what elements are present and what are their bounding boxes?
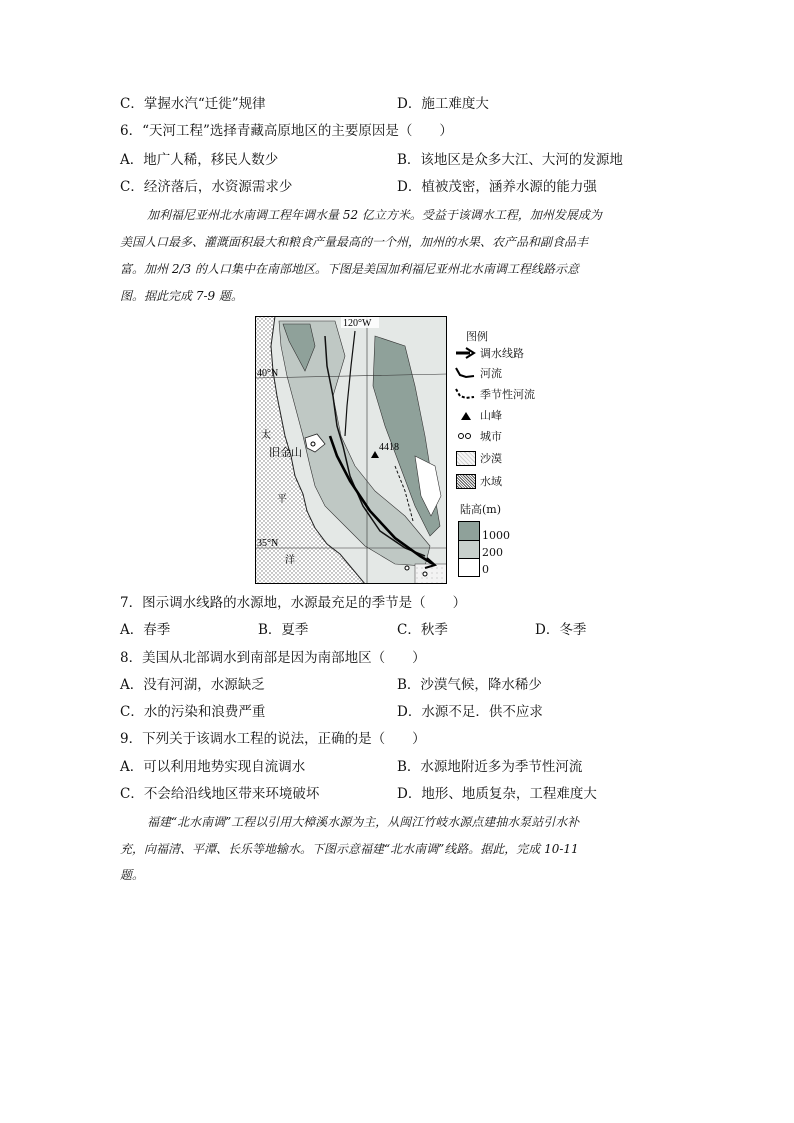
peak-elevation-label: 4418 — [379, 442, 399, 453]
elevation-scale — [458, 521, 480, 577]
passage1-line-1: 加利福尼亚州北水南调工程年调水量 52 亿立方米。受益于该调水工程，加州发展成为 — [147, 208, 602, 222]
desert-swatch — [456, 451, 476, 466]
city-icon — [456, 431, 474, 441]
legend-seasonal-river: 季节性河流 — [480, 388, 535, 401]
q8-option-d: D．水源不足．供不应求 — [397, 704, 543, 720]
city-icon — [423, 572, 427, 576]
city-icon — [311, 442, 315, 446]
legend-city: 城市 — [480, 430, 502, 443]
latitude-35-label: 35°N — [257, 538, 279, 549]
q6-option-b: B．该地区是众多大江、大河的发源地 — [397, 152, 623, 168]
ocean-label-1: 太 — [261, 430, 271, 441]
q7-option-b: B．夏季 — [258, 622, 309, 638]
latitude-40-label: 40°N — [257, 368, 279, 379]
q9-option-d: D．地形、地质复杂，工程难度大 — [397, 786, 597, 802]
q9-option-c: C．不会给沿线地区带来环境破坏 — [120, 786, 320, 802]
passage2-line-2: 充，向福清、平潭、长乐等地输水。下图示意福建“北水南调”线路。据此，完成 10-11 — [120, 842, 579, 856]
peak-icon — [460, 410, 472, 422]
q5-option-c: C．掌握水汽“迁徙”规律 — [120, 96, 266, 112]
ocean-label-2: 平 — [277, 494, 287, 505]
q7-option-a: A．春季 — [120, 622, 171, 638]
city-label-san-francisco: 旧金山 — [269, 446, 302, 459]
city-icon — [405, 566, 409, 570]
route-arrow-icon — [454, 347, 478, 359]
q8-option-b: B．沙漠气候，降水稀少 — [397, 677, 542, 693]
legend-river: 河流 — [480, 367, 502, 380]
longitude-label: 120°W — [343, 318, 372, 329]
q5-option-d: D．施工难度大 — [397, 96, 489, 112]
passage1-line-2: 美国人口最多、灌溉面积最大和粮食产量最高的一个州，加州的水果、农产品和副食品丰 — [120, 235, 589, 249]
legend-peak: 山峰 — [480, 409, 502, 422]
q7-stem: 7．图示调水线路的水源地，水源最充足的季节是（ ） — [120, 595, 467, 611]
q8-option-c: C．水的污染和浪费严重 — [120, 704, 266, 720]
legend-elev-0: 0 — [482, 563, 489, 576]
q8-stem: 8．美国从北部调水到南部是因为南部地区（ ） — [120, 650, 426, 666]
passage2-line-1: 福建“北水南调”工程以引用大樟溪水源为主，从闽江竹岐水源点建抽水泵站引水补 — [147, 815, 580, 829]
q8-option-a: A．没有河湖，水源缺乏 — [120, 677, 265, 693]
legend-elev-200: 200 — [482, 546, 503, 559]
q6-option-c: C．经济落后，水资源需求少 — [120, 179, 293, 195]
q6-option-a: A．地广人稀，移民人数少 — [120, 152, 279, 168]
q6-option-d: D．植被茂密，涵养水源的能力强 — [397, 179, 597, 195]
q6-stem: 6．“天河工程”选择青藏高原地区的主要原因是（ ） — [120, 123, 453, 139]
ocean-label-3: 洋 — [285, 555, 295, 566]
q7-option-d: D．冬季 — [535, 622, 587, 638]
seasonal-river-icon — [454, 388, 478, 400]
legend-route: 调水线路 — [480, 347, 524, 360]
q9-option-a: A．可以利用地势实现自流调水 — [120, 759, 306, 775]
water-swatch — [456, 474, 476, 489]
q9-stem: 9．下列关于该调水工程的说法，正确的是（ ） — [120, 731, 426, 747]
q9-option-b: B．水源地附近多为季节性河流 — [397, 759, 583, 775]
map-legend — [454, 330, 574, 580]
legend-desert: 沙漠 — [480, 452, 502, 465]
passage1-line-3: 富。加州 2/3 的人口集中在南部地区。下图是美国加利福尼亚州北水南调工程线路示意 — [120, 262, 579, 276]
river-icon — [454, 367, 478, 379]
q7-option-c: C．秋季 — [397, 622, 448, 638]
legend-title: 图例 — [466, 330, 488, 343]
legend-elevation-title: 陆高(m) — [460, 503, 502, 516]
california-water-transfer-map — [255, 316, 447, 584]
passage1-line-4: 图。据此完成 7-9 题。 — [120, 289, 243, 303]
legend-water: 水域 — [480, 475, 502, 488]
passage2-line-3: 题。 — [120, 868, 145, 882]
legend-elev-1000: 1000 — [482, 529, 510, 542]
